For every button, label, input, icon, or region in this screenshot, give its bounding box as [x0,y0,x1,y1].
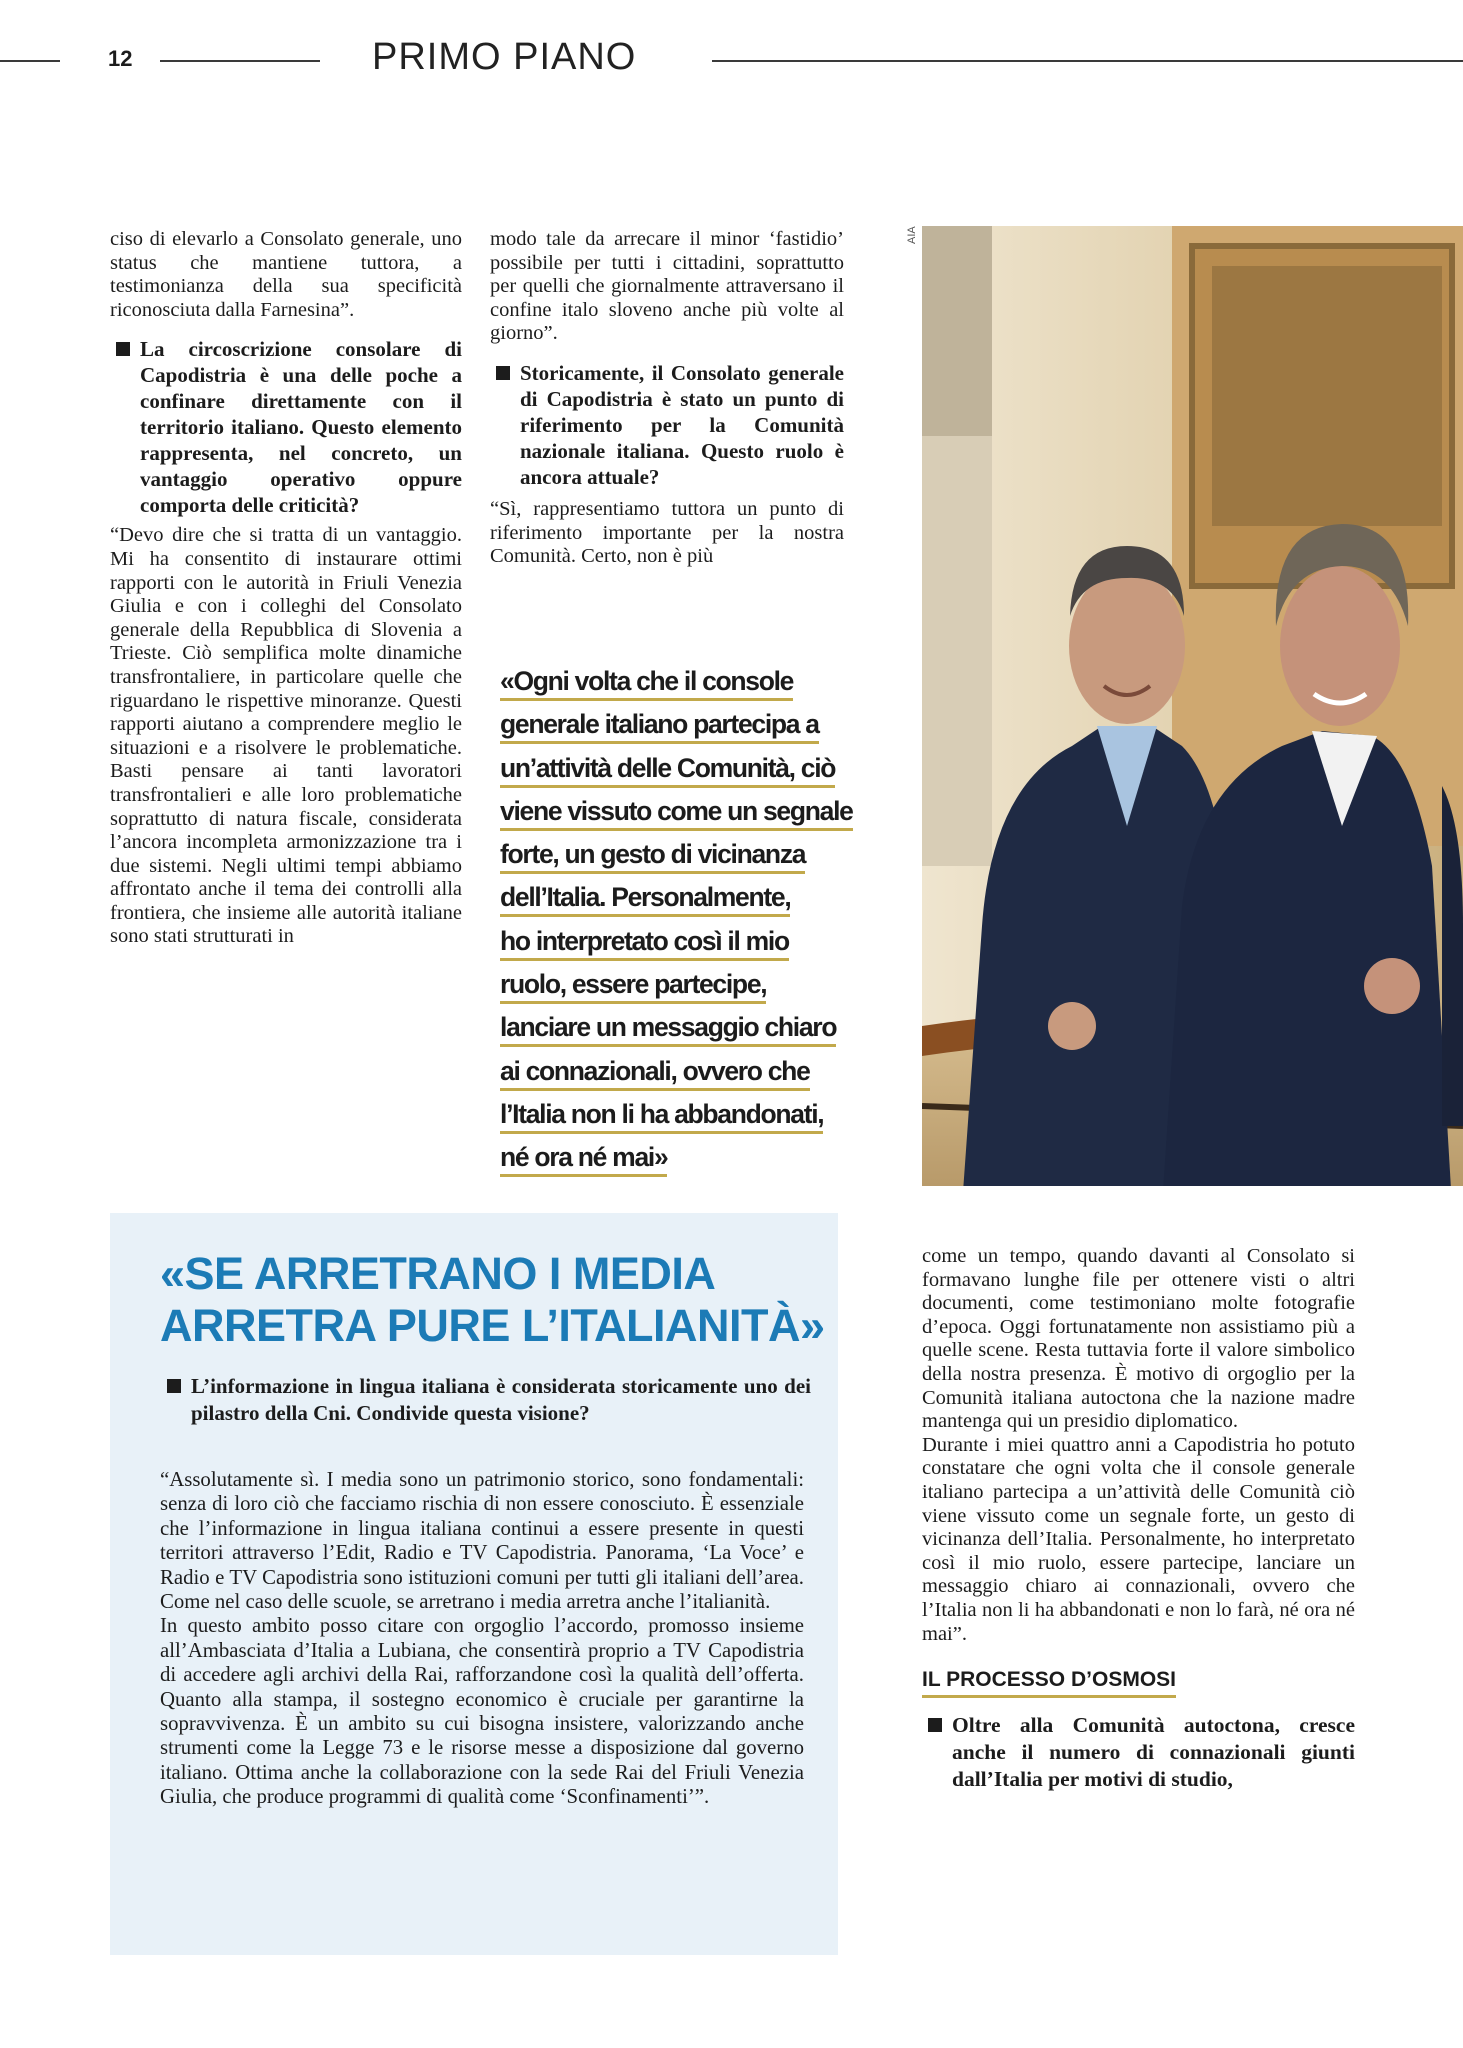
col1-question [116,336,462,518]
square-bullet-icon [496,366,510,380]
col3-subhead-wrap [922,1668,1355,1698]
col2-question [496,360,844,490]
photo-credit: AIA [906,226,918,244]
column-1 [110,228,462,949]
col3-question-text: Oltre alla Comunità autoctona, cresce anche il numero di connazionali giunti dall’Italia per motivi di studio, [952,1712,1355,1791]
pull-quote-line: generale italiano partecipa a [500,703,860,746]
pull-quote-line: l’Italia non li ha abbandonati, [500,1093,860,1136]
pull-quote-line: ho interpretato così il mio [500,920,860,963]
box-title-line-2: ARRETRA PURE L’ITALIANITÀ» [160,1300,825,1351]
col2-question-text: Storicamente, il Consolato generale di Capodistria è stato un punto di riferimento per la Comunità nazionale italiana. Questo ruolo è ancora attuale? [520,360,844,489]
col1-paragraph-1: ciso di elevarlo a Consolato generale, uno status che mantiene tuttora, a testimonianza della sua specificità riconosciuta dalla Farnesina”. [110,228,462,321]
header-rule-mid [160,60,320,62]
pull-quote-line: forte, un gesto di vicinanza [500,833,860,876]
column-2 [490,228,844,569]
box-paragraph-2: In questo ambito posso citare con orgoglio l’accordo, promosso insieme all’Ambasciata d’Italia a Lubiana, che consentirà proprio a TV Capodistria di accedere agli archivi della Rai, rafforzandone così la qualità dell’offerta. Quanto alla stampa, il sostegno economico è cruciale per garantirne la sopravvivenza. È un ambito su cui bisogna insistere, valorizzando anche strumenti come la Legge 73 e le risorse messe a disposizione dal governo italiano. Ottima anche la collaborazione con la sede Rai del Friuli Venezia Giulia, che produce programmi di qualità come ‘Sconfinamenti’”. [160,1614,804,1809]
media-box [110,1213,838,1955]
pull-quote-line: ai connazionali, ovvero che [500,1050,860,1093]
col3-question [928,1712,1355,1793]
square-bullet-icon [928,1718,942,1732]
pull-quote-line: lanciare un messaggio chiaro [500,1006,860,1049]
header-rule-left [0,60,60,62]
col3-paragraph-1: come un tempo, quando davanti al Consolato si formavano lunghe file per ottenere visti o altri documenti, come testimoniano molte fotografie d’epoca. Oggi fortunatamente non assistiamo più a quelle scene. Resta tuttavia forte il valore simbolico della nostra presenza. È motivo di orgoglio per la Comunità italiana autoctona che la nazione madre mantenga qui un presidio diplomatico. [922,1245,1355,1433]
box-title [160,1248,830,1352]
col3-paragraph-2: Durante i miei quattro anni a Capodistria ho potuto constatare che ogni volta che il console generale italiano partecipa a un’attività delle Comunità ciò viene vissuto come un segnale forte, un gesto di vicinanza dell’Italia. Personalmente, ho interpretato così il mio ruolo, essere partecipe, lanciare un messaggio chiaro ai connazionali, ovvero che l’Italia non li ha abbandonati e non lo farà, né ora né mai”. [922,1433,1355,1645]
col2-paragraph-2: “Sì, rappresentiamo tuttora un punto di riferimento importante per la nostra Comunità. Certo, non è più [490,497,844,568]
box-paragraph-1: “Assolutamente sì. I media sono un patrimonio storico, sono fondamentali: senza di loro ciò che facciamo rischia di non essere conosciuto. È essenziale che l’informazione in lingua italiana continui a essere presente in questi territori attraverso l’Edit, Radio e TV Capodistria. Panorama, ‘La Voce’ e Radio e TV Capodistria sono istituzioni comuni per tutti gli italiani dell’area. Come nel caso delle scuole, se arretrano i media arretra anche l’italianità. [160,1468,804,1614]
box-title-line-1: «SE ARRETRANO I MEDIA [160,1248,716,1299]
column-3 [922,1245,1355,1793]
page-number: 12 [108,46,133,71]
col1-paragraph-2: “Devo dire che si tratta di un vantaggio. Mi ha consentito di instaurare ottimi rapporti con le autorità in Friuli Venezia Giulia e con i colleghi del Consolato generale della Repubblica di Slovenia a Trieste. Ciò semplifica molte dinamiche transfrontaliere, in particolare quelle che riguardano le rispettive minoranze. Questi rapporti aiutano a comprendere meglio le situazioni e a risolvere le problematiche. Basti pensare ai tanti lavoratori transfrontalieri e alle loro problematiche soprattutto di natura fiscale, considerata l’ancora incompleta armonizzazione tra i due sistemi. Negli ultimi tempi abbiamo affrontato anche il tema dei controlli alla frontiera, che insieme alle autorità italiane sono stati strutturati in [110,524,462,948]
pull-quote-line: ruolo, essere partecipe, [500,963,860,1006]
col2-paragraph-1: modo tale da arrecare il minor ‘fastidio’ possibile per tutti i cittadini, soprattutto per quelli che giornalmente attraversano il confine italo sloveno anche più volte al giorno”. [490,228,844,345]
pull-quote-line: dell’Italia. Personalmente, [500,876,860,919]
square-bullet-icon [167,1379,181,1393]
box-body [160,1468,804,1810]
square-bullet-icon [116,342,130,356]
section-title: PRIMO PIANO [372,36,637,78]
subhead: IL PROCESSO D’OSMOSI [922,1668,1176,1698]
pull-quote-line: «Ogni volta che il console [500,660,860,703]
pull-quote-line: viene vissuto come un segnale [500,790,860,833]
pull-quote-line: un’attività delle Comunità, ciò [500,747,860,790]
box-question-text: L’informazione in lingua italiana è considerata storicamente uno dei pilastro della Cni. Condivide questa visione? [191,1374,811,1425]
pull-quote [500,660,860,1180]
pull-quote-line: né ora né mai» [500,1136,860,1179]
col1-question-text: La circoscrizione consolare di Capodistria è una delle poche a confinare direttamente con il territorio italiano. Questo elemento rappresenta, nel concreto, un vantaggio operativo oppure comporta delle criticità? [140,337,462,518]
box-question [167,1373,811,1427]
header-rule-right [712,60,1463,62]
photo-consuls [922,226,1463,1186]
